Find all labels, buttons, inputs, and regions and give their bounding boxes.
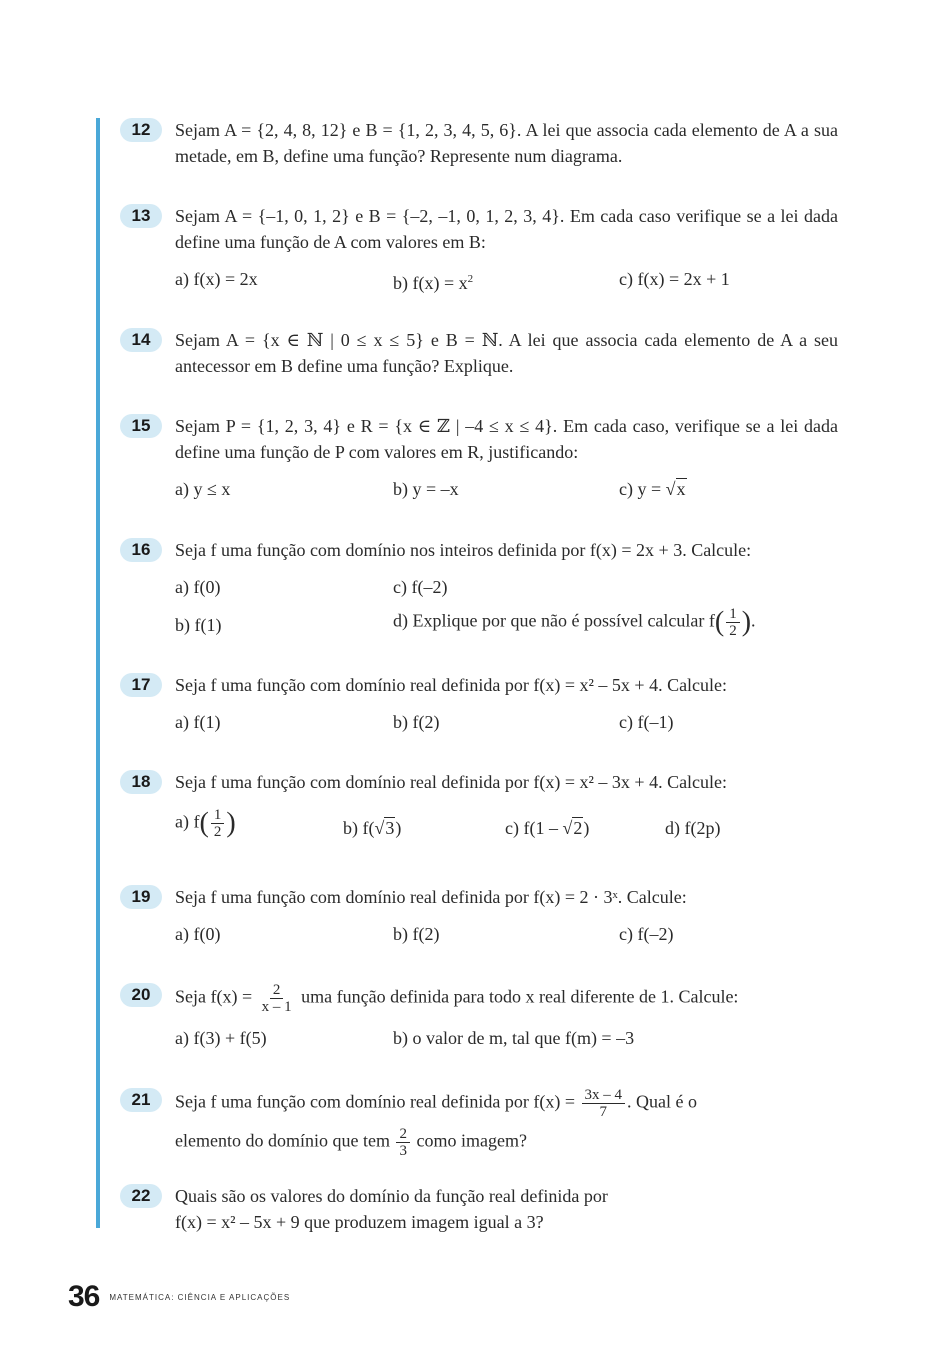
exercise-text: Sejam A = {–1, 0, 1, 2} e B = {–2, –1, 0, 1, 2, 3, 4}. Em cada caso verifique se a lei dada define uma função de A com valores em B: xyxy=(175,206,838,252)
page-footer xyxy=(68,1280,290,1314)
option-b: b) f(2) xyxy=(393,924,440,944)
exercise-text: f(x) = x² – 5x + 9 que produzem imagem igual a 3? xyxy=(175,1212,544,1232)
exercise-text: Seja f uma função com domínio real definida por f(x) = x² – 3x + 4. Calcule: xyxy=(175,772,728,792)
exercise-16 xyxy=(120,537,838,638)
options-row xyxy=(175,807,838,841)
exercise-number: 20 xyxy=(120,983,162,1007)
exercise-number: 18 xyxy=(120,770,162,794)
exercise-number: 16 xyxy=(120,538,162,562)
exercise-13 xyxy=(120,203,838,292)
option-c: c) f(–2) xyxy=(619,924,674,944)
exercise-19 xyxy=(120,884,838,947)
options-row xyxy=(175,476,838,502)
option-a: a) f(0) xyxy=(175,924,221,944)
exercise-number: 15 xyxy=(120,414,162,438)
exercise-text: Seja f(x) = $\frac{2}{x - 1}$ uma função definida para todo x real diferente de 1. Calcule: xyxy=(175,982,739,1015)
exercise-text: Sejam A = {x ∈ ℕ | 0 ≤ x ≤ 5} e B = ℕ. A lei que associa cada elemento de A a seu antecessor em B define uma função? Explique. xyxy=(175,330,838,376)
exercise-number: 17 xyxy=(120,673,162,697)
exercise-text: Sejam A = {2, 4, 8, 12} e B = {1, 2, 3, 4, 5, 6}. A lei que associa cada elemento de A a sua metade, em B, define uma função? Represente num diagrama. xyxy=(175,120,838,166)
option-c: c) f(1 – √2) xyxy=(505,818,590,838)
option-b: b) f(2) xyxy=(393,712,440,732)
exercise-text: elemento do domínio que tem $\frac{2}{3}$ como imagem? xyxy=(175,1126,527,1159)
exercise-number: 12 xyxy=(120,118,162,142)
option-b: b) f(√3) xyxy=(343,818,402,838)
exercise-text: Seja f uma função com domínio real definida por f(x) = x² – 5x + 4. Calcule: xyxy=(175,675,728,695)
option-c: c) f(x) = 2x + 1 xyxy=(619,269,730,289)
option-d: d) f(2p) xyxy=(665,818,721,838)
option-a: a) f(1) xyxy=(175,712,221,732)
exercise-number: 22 xyxy=(120,1184,162,1208)
exercise-number: 21 xyxy=(120,1088,162,1112)
option-b: b) y = –x xyxy=(393,479,459,499)
exercise-12 xyxy=(120,117,838,169)
exercise-text: Seja f uma função com domínio real definida por f(x) = 2 · 3ˣ. Calcule: xyxy=(175,887,687,907)
book-title: MATEMÁTICA: CIÊNCIA E APLICAÇÕES xyxy=(109,1293,291,1302)
exercise-number: 19 xyxy=(120,885,162,909)
option-a: a) f(0) xyxy=(175,577,221,597)
option-b: b) f(1) xyxy=(175,615,222,635)
exercise-17 xyxy=(120,672,838,735)
option-c: c) f(–1) xyxy=(619,712,674,732)
exercise-20 xyxy=(120,982,838,1051)
exercise-14 xyxy=(120,327,838,379)
exercise-number: 14 xyxy=(120,328,162,352)
option-a: a) y ≤ x xyxy=(175,479,231,499)
exercise-15 xyxy=(120,413,838,502)
option-c: c) y = √x xyxy=(619,479,686,499)
options-row xyxy=(175,266,838,292)
option-b: b) o valor de m, tal que f(m) = –3 xyxy=(393,1028,635,1048)
exercise-text: Seja f uma função com domínio nos inteiros definida por f(x) = 2x + 3. Calcule: xyxy=(175,540,752,560)
exercise-text: Sejam P = {1, 2, 3, 4} e R = {x ∈ ℤ | –4 ≤ x ≤ 4}. Em cada caso, verifique se a lei dada define uma função de P com valores em R, justificando: xyxy=(175,416,838,462)
options-row xyxy=(175,1025,838,1051)
margin-accent-bar xyxy=(96,118,100,1228)
option-b: b) $f(x) = x^2$ xyxy=(393,273,474,293)
option-a: a) f(3) + f(5) xyxy=(175,1028,267,1048)
option-a: a) f(x) = 2x xyxy=(175,269,258,289)
option-a: a) f( $\frac{1}{2}$ ) xyxy=(175,807,236,840)
exercise-text: Seja f uma função com domínio real definida por f(x) = $\frac{3x - 4}{7}$ . Qual é o xyxy=(175,1087,698,1120)
exercise-21 xyxy=(120,1087,838,1159)
exercise-22 xyxy=(120,1183,838,1235)
exercise-text: Quais são os valores do domínio da função real definida por xyxy=(175,1186,608,1206)
options-row xyxy=(175,709,838,735)
exercise-18 xyxy=(120,769,838,841)
page-number: 36 xyxy=(68,1280,100,1313)
option-d: d) Explique por que não é possível calcular f( $\frac{1}{2}$ ). xyxy=(393,606,756,639)
options-row xyxy=(175,921,838,947)
option-c: c) f(–2) xyxy=(393,577,448,597)
exercise-number: 13 xyxy=(120,204,162,228)
options-row xyxy=(175,574,838,600)
options-row xyxy=(175,606,838,639)
